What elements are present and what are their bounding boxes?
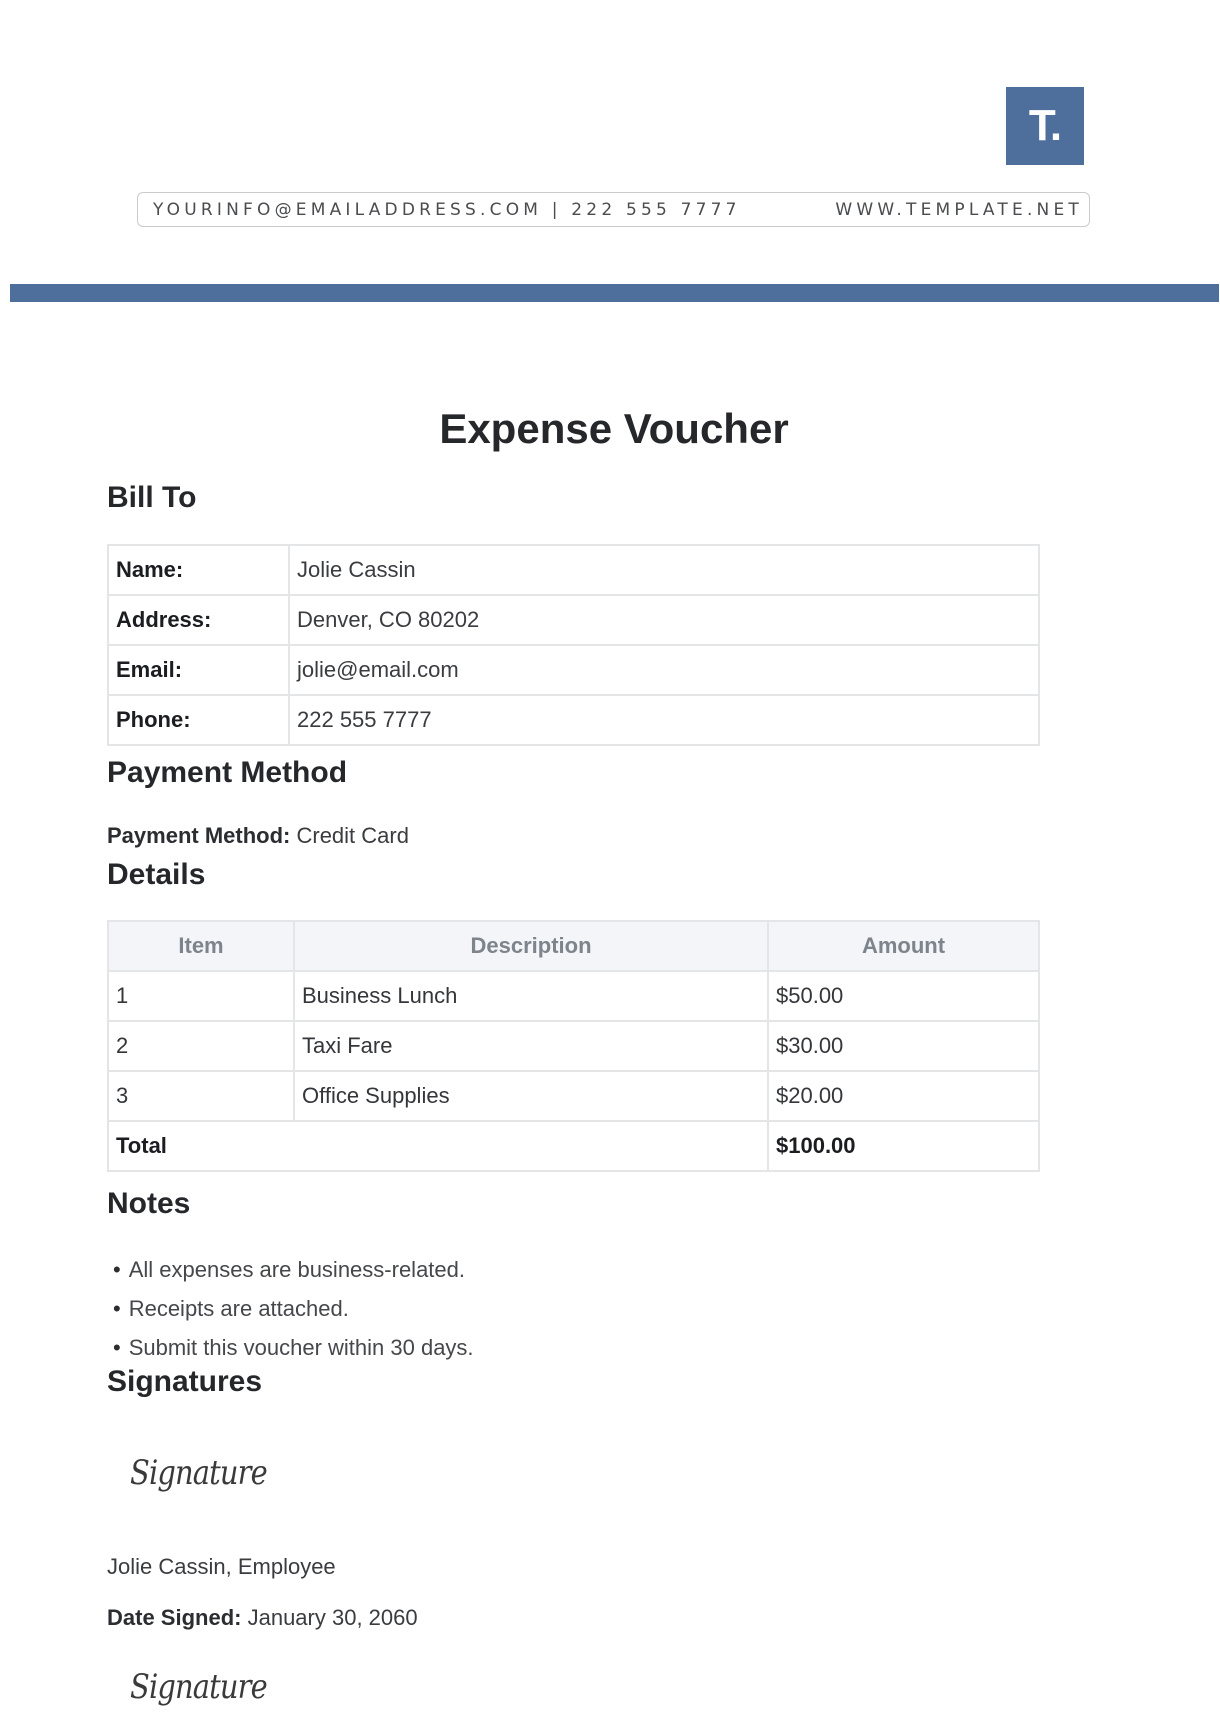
header-divider-band: [10, 284, 1219, 302]
item-amount: $30.00: [768, 1021, 1039, 1071]
logo-text: T.: [1028, 101, 1062, 150]
table-row: [108, 545, 1039, 595]
list-item: • All expenses are business-related.: [113, 1250, 474, 1289]
payment-method-value: Credit Card: [296, 823, 409, 848]
expense-details-table: [107, 920, 1040, 1172]
item-number: 1: [108, 971, 294, 1021]
table-row: [108, 1021, 1039, 1071]
column-header-description: Description: [294, 921, 768, 971]
column-header-item: Item: [108, 921, 294, 971]
date-signed-value: January 30, 2060: [247, 1605, 418, 1630]
email-label: Email:: [108, 645, 289, 695]
item-number: 3: [108, 1071, 294, 1121]
email-value: jolie@email.com: [289, 645, 1039, 695]
table-row: [108, 971, 1039, 1021]
list-item: • Receipts are attached.: [113, 1289, 474, 1328]
page-title: Expense Voucher: [439, 405, 789, 452]
approver-signature: Signature: [130, 1667, 267, 1707]
signatures-heading: Signatures: [107, 1365, 263, 1398]
contact-website: WWW.TEMPLATE.NET: [835, 199, 1083, 220]
payment-method-label: Payment Method:: [107, 823, 291, 848]
item-description: Taxi Fare: [294, 1021, 768, 1071]
company-logo: [1006, 87, 1084, 165]
table-row: [108, 1071, 1039, 1121]
name-label: Name:: [108, 545, 289, 595]
bill-to-table: [107, 544, 1040, 746]
address-value: Denver, CO 80202: [289, 595, 1039, 645]
employee-signature: Signature: [130, 1453, 267, 1493]
contact-email-phone: YOURINFO@EMAILADDRESS.COM | 222 555 7777: [153, 199, 741, 220]
phone-label: Phone:: [108, 695, 289, 745]
payment-method-heading: Payment Method: [107, 756, 348, 789]
table-row: [108, 595, 1039, 645]
details-heading: Details: [107, 858, 206, 891]
item-description: Business Lunch: [294, 971, 768, 1021]
contact-bar: [137, 192, 1090, 227]
bill-to-heading: Bill To: [107, 481, 197, 514]
table-row: [108, 695, 1039, 745]
name-value: Jolie Cassin: [289, 545, 1039, 595]
total-value: $100.00: [768, 1121, 1039, 1171]
phone-value: 222 555 7777: [289, 695, 1039, 745]
table-row: [108, 645, 1039, 695]
notes-list: [113, 1250, 474, 1367]
total-row: [108, 1121, 1039, 1171]
notes-heading: Notes: [107, 1187, 191, 1220]
item-amount: $50.00: [768, 971, 1039, 1021]
date-signed-line: [107, 1605, 418, 1631]
signer-name: Jolie Cassin, Employee: [107, 1554, 336, 1579]
address-label: Address:: [108, 595, 289, 645]
column-header-amount: Amount: [768, 921, 1039, 971]
list-item: • Submit this voucher within 30 days.: [113, 1328, 474, 1367]
payment-method-line: [107, 823, 409, 849]
table-header-row: [108, 921, 1039, 971]
item-description: Office Supplies: [294, 1071, 768, 1121]
total-label: Total: [108, 1121, 768, 1171]
date-signed-label: Date Signed:: [107, 1605, 242, 1630]
item-amount: $20.00: [768, 1071, 1039, 1121]
item-number: 2: [108, 1021, 294, 1071]
